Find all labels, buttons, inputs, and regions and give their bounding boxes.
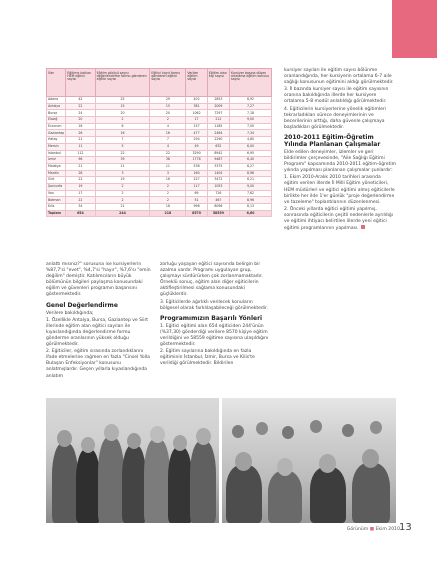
- paragraph-text: 2. Önceki yıllarda eğitici eğitimi yapılmış, sonrasında eğiticilerin çeşitli nedenlerle ayrıldığı ve eğitimi ihtiyacı belirtilen illerde yeni eğitici eğitimi programlarının yapılması.: [284, 206, 393, 232]
- value-cell: 381: [186, 103, 207, 110]
- person-head: [57, 430, 72, 447]
- value-cell: 4: [150, 143, 186, 150]
- city-cell: Siirt: [47, 177, 66, 184]
- city-cell: Antalya: [47, 103, 66, 110]
- section-heading: Genel Değerlendirme: [46, 301, 118, 309]
- value-cell: 22: [66, 197, 95, 204]
- value-cell: 4,80: [230, 137, 272, 144]
- value-cell: 20: [66, 117, 95, 124]
- value-cell: 7,18: [230, 110, 272, 117]
- column-header: İller: [47, 69, 66, 97]
- value-cell: 38: [150, 157, 186, 164]
- paragraph: 1. Ekim 2010-Aralık 2010 tarihleri arasında eğitim verilen illerde İl Milli Eğitim yöneticileri, HEM müdürleri ve eğitici eğitimi almış eğiticilerle birlikte her ilde 1'er günlük "proje değerlendirme ve tazeleme" toplantılarının düzenlenmesi.: [284, 175, 395, 205]
- value-cell: 24: [66, 110, 95, 117]
- value-cell: 3: [95, 170, 150, 177]
- table-row: [47, 157, 272, 164]
- value-cell: 477: [186, 130, 207, 137]
- table-row: [47, 137, 272, 144]
- total-row: [47, 210, 272, 217]
- table-row: [47, 163, 272, 170]
- value-cell: 3375: [207, 163, 229, 170]
- person-figure: [98, 437, 124, 523]
- value-cell: 22: [66, 177, 95, 184]
- value-cell: 160: [186, 170, 207, 177]
- magazine-name: Görünüm: [346, 527, 369, 532]
- value-cell: 2290: [207, 137, 229, 144]
- value-cell: 8096: [207, 204, 229, 211]
- paragraph: 1. Özellikle Antalya, Bursa, Gaziantep ve Siirt illerinde eğitim alan eğitici sayıları ile kıyaslandığında değerlendirme formu gönderme oranlarının yüksek olduğu görülmektedir.: [46, 317, 149, 348]
- seated-person: [268, 471, 302, 523]
- value-cell: 28: [66, 170, 95, 177]
- paragraph: 1. Eğitici eğitimi alan 654 eğiticiden 244'ünün (%37,30) gönderdiği verilere 8570 kişiye eğitim verildiğini ve 58559 eğitime sayısına ulaşıldığını göstermektedir.: [160, 323, 269, 348]
- separator-dot: ■: [369, 527, 375, 532]
- value-cell: 16: [66, 123, 95, 130]
- value-cell: 8,96: [230, 170, 272, 177]
- section-heading: Programımızın Başarılı Yönleri: [160, 314, 263, 322]
- city-cell: Mersin: [47, 143, 66, 150]
- value-cell: 1776: [186, 157, 207, 164]
- person-head: [196, 428, 211, 445]
- table-row: [47, 97, 272, 104]
- value-cell: 29: [150, 97, 186, 104]
- value-cell: 5: [95, 143, 150, 150]
- table-row: [47, 150, 272, 157]
- classroom-photo: [222, 398, 396, 523]
- person-head: [277, 458, 293, 476]
- value-cell: 294: [186, 137, 207, 144]
- value-cell: 7: [150, 137, 186, 144]
- paragraph: anlattı mısınız?" sorusuna ise kursiyerlerin %87,7'si "evet", %4,7'si "hayır", %7,6'sı "emin değilim" demiştir. Katılımcıların büyük bölümünün bilgileri paylaşma konusundaki eğilim ve güvenleri programın başarısını göstermektedir.: [46, 262, 151, 298]
- column-header: Eğitici kayıt formu gönderen eğitici sayısı: [150, 69, 186, 97]
- value-cell: 9,00: [230, 183, 272, 190]
- text-column-right: [284, 68, 396, 233]
- person-figure: [122, 445, 146, 523]
- person-figure: [76, 449, 100, 523]
- table-row: [47, 177, 272, 184]
- person-head: [104, 424, 119, 441]
- paragraph: 3. Eğiticilerde ağırlıklı verilecek konuların bölgesel olarak farklılaşabileceği görülmektedir.: [160, 299, 268, 311]
- person-figure: [52, 443, 78, 523]
- person-head: [342, 424, 354, 437]
- person-figure: [168, 447, 192, 523]
- value-cell: 1062: [186, 110, 207, 117]
- value-cell: 26: [66, 130, 95, 137]
- value-cell: 112: [66, 150, 95, 157]
- value-cell: 8,96: [230, 197, 272, 204]
- person-head: [232, 425, 244, 438]
- value-cell: 1053: [207, 183, 229, 190]
- value-cell: 117: [186, 183, 207, 190]
- value-cell: 4: [150, 123, 186, 130]
- value-cell: 6,95: [230, 150, 272, 157]
- value-cell: 16: [150, 177, 186, 184]
- paragraph: 2. Eğitim sayılarına bakıldığında en fazla eğitiminin İstanbul, İzmir, Bursa ve Kilis'te verildiği görülmektedir. Bildirilen: [160, 349, 255, 367]
- person-head: [362, 449, 379, 468]
- text-column-left: [46, 262, 154, 381]
- value-cell: 2009: [207, 103, 229, 110]
- value-cell: 3: [150, 170, 186, 177]
- seated-person: [310, 467, 346, 523]
- table-row: [47, 103, 272, 110]
- text-column-middle: [160, 262, 272, 368]
- value-cell: 6: [95, 123, 150, 130]
- value-cell: 3472: [207, 177, 229, 184]
- value-cell: 2: [150, 117, 186, 124]
- paragraph: [284, 207, 396, 232]
- person-head: [256, 422, 268, 435]
- value-cell: 632: [207, 143, 229, 150]
- value-cell: 1404: [207, 170, 229, 177]
- value-cell: 20: [150, 110, 186, 117]
- group-photo-women: [46, 398, 219, 523]
- person-head: [370, 421, 382, 434]
- total-value-cell: 58559: [207, 210, 229, 217]
- table-row: [47, 123, 272, 130]
- value-cell: 2: [150, 190, 186, 197]
- city-cell: Mardin: [47, 170, 66, 177]
- value-cell: 19: [95, 177, 150, 184]
- value-cell: 7,00: [230, 123, 272, 130]
- seated-person: [352, 463, 390, 523]
- value-cell: 212: [207, 117, 229, 124]
- value-cell: 8,13: [230, 204, 272, 211]
- value-cell: 7,62: [230, 190, 272, 197]
- total-value-cell: 8570: [186, 210, 207, 217]
- person-head: [282, 426, 294, 439]
- value-cell: 19: [66, 183, 95, 190]
- section-heading: 2010-2011 Eğitim-Öğretim Yılında Planlanan Çalışmalar: [284, 133, 381, 148]
- table-row: [47, 170, 272, 177]
- value-cell: 6,40: [230, 157, 272, 164]
- person-head: [310, 420, 322, 433]
- value-cell: 996: [186, 204, 207, 211]
- value-cell: 7: [95, 137, 150, 144]
- value-cell: 21: [66, 137, 95, 144]
- value-cell: 21: [66, 163, 95, 170]
- value-cell: 18: [150, 204, 186, 211]
- paragraph: 2. Eğiticiler, eğitim sırasında zorlandıklarını ifade etmelerine rağmen en fazla "Cinsel Yolla Bulaşan Enfeksiyonlar" konusunu anlatmışlardır. Geçen yıllarla kıyaslandığında anlatım: [46, 349, 150, 379]
- table-row: [47, 197, 272, 204]
- value-cell: 22: [66, 103, 95, 110]
- stats-table: [46, 68, 272, 217]
- value-cell: 467: [207, 197, 229, 204]
- value-cell: 2: [95, 117, 150, 124]
- value-cell: 11: [66, 143, 95, 150]
- value-cell: 2: [150, 183, 186, 190]
- value-cell: 15: [150, 103, 186, 110]
- value-cell: 2853: [207, 97, 229, 104]
- city-cell: Adana: [47, 97, 66, 104]
- value-cell: 7297: [207, 110, 229, 117]
- column-header: Eğitime katılan HEM eğitici sayısı: [66, 69, 95, 97]
- city-cell: Bursa: [47, 110, 66, 117]
- city-cell: Gaziantep: [48, 130, 65, 135]
- person-head: [150, 426, 165, 443]
- city-cell: Malatya: [47, 163, 66, 170]
- value-cell: 536: [186, 163, 207, 170]
- value-cell: 15: [95, 103, 150, 110]
- person-head: [81, 437, 95, 453]
- column-header: Kursiyer başına düşen ortalama eğitim konusu sayısı: [230, 69, 272, 97]
- value-cell: 1185: [207, 123, 229, 130]
- paragraph: Verilere bakıldığında;: [46, 310, 94, 316]
- paragraph: 3. İl bazında kursiyer sayısı ile eğitim sayısının oranına bakıldığında illerde her kursiyere ortalama 5-8 modül anlatıldığı görülmektedir.: [284, 87, 389, 105]
- city-cell: İstanbul: [47, 150, 66, 157]
- total-value-cell: 244: [95, 210, 150, 217]
- section-tab-marker: [392, 0, 437, 58]
- person-head: [127, 433, 141, 449]
- column-header: Eğitim görüşü sayısı değerlendirme formu gönderen eğitici sayısı: [95, 69, 150, 97]
- value-cell: 16: [95, 130, 150, 137]
- value-cell: 6,00: [230, 143, 272, 150]
- paragraph: Elde edilen deneyimler, izlemler ve geri bildirimler çerçevesinde, "Aile Sağlığı Eğitimi Programı" kapsamında 2010-2011 eğitim-öğretim yılında yapılması planlanan çalışmalar şunlardır:: [284, 149, 396, 174]
- value-cell: 2: [150, 197, 186, 204]
- value-cell: 2: [95, 197, 150, 204]
- page-number: 13: [399, 522, 412, 533]
- value-cell: 22: [95, 150, 150, 157]
- value-cell: 7,27: [230, 103, 272, 110]
- person-head: [173, 435, 187, 451]
- value-cell: 227: [186, 177, 207, 184]
- column-header: Verilen eğitim sayısı: [186, 69, 207, 97]
- city-cell: Elazığ: [47, 117, 66, 124]
- table-row: [47, 110, 272, 117]
- value-cell: 34: [66, 204, 95, 211]
- table-row: [47, 130, 272, 137]
- value-cell: 402: [186, 97, 207, 104]
- table-header-row: [47, 69, 272, 97]
- table-row: [47, 183, 272, 190]
- value-cell: 69: [186, 190, 207, 197]
- city-cell: Van: [47, 190, 66, 197]
- value-cell: 42: [66, 97, 95, 104]
- city-cell: Kilis: [47, 204, 66, 211]
- value-cell: 25: [95, 97, 150, 104]
- total-label-cell: Toplam: [47, 210, 66, 217]
- table-row: [47, 117, 272, 124]
- value-cell: 9487: [207, 157, 229, 164]
- statistics-table: [46, 68, 272, 217]
- value-cell: 21: [95, 204, 150, 211]
- person-figure: [190, 441, 216, 523]
- value-cell: 2464: [207, 130, 229, 137]
- paragraph: 4. Eğiticilerin kursiyerlerine yönelik eğitimleri tekrarladıkları sürece deneyimlerinin ve becerilerinin arttığı, daha güvenle çalışmaya başladıkları görülmektedir.: [284, 106, 386, 130]
- value-cell: 157: [186, 123, 207, 130]
- city-cell: Batman: [47, 197, 66, 204]
- value-cell: 2: [95, 190, 150, 197]
- value-cell: 20: [95, 110, 150, 117]
- column-header: Eğitim alan kişi sayısı: [207, 69, 229, 97]
- table-row: [47, 143, 272, 150]
- value-cell: 3290: [186, 150, 207, 157]
- person-figure: [144, 439, 170, 523]
- paragraph: zorluğu yaşayan eğitici sayısında belirgin bir azalma vardır. Programı uygulayan grup, çalışmayı sürdürürken çok zorlanmamaktadır. Örneklü sonuç, eğitim alan diğer eğiticilerin aktifleştirilmesi sağlama konusundaki güçlüklerdir.: [160, 262, 263, 298]
- value-cell: 49: [186, 143, 207, 150]
- page-footer: [300, 527, 400, 532]
- value-cell: 9,00: [230, 117, 272, 124]
- value-cell: 96: [66, 157, 95, 164]
- table-row: [47, 204, 272, 211]
- end-of-article-mark: [361, 225, 365, 229]
- value-cell: 6,27: [230, 163, 272, 170]
- seated-person: [226, 465, 262, 523]
- value-cell: 39: [95, 157, 150, 164]
- total-value-cell: 6,60: [230, 210, 272, 217]
- value-cell: 8942: [207, 150, 229, 157]
- value-cell: 51: [186, 197, 207, 204]
- table-body: [47, 97, 272, 217]
- total-value-cell: 654: [66, 210, 95, 217]
- value-cell: 11: [150, 163, 186, 170]
- table-row: [47, 190, 272, 197]
- total-value-cell: 218: [150, 210, 186, 217]
- city-cell: Hatay: [47, 137, 66, 144]
- city-cell: Erzurum: [47, 123, 66, 130]
- paragraph: kursiyer sayıları ile eğitim sayısı bölünme oranlandığında, her kursiyerin ortalama 6-7 aile sağlığı konusunun eğitimini aldığı görülmektedir.: [284, 68, 394, 86]
- value-cell: 16: [150, 130, 186, 137]
- value-cell: 22: [150, 150, 186, 157]
- value-cell: 7,34: [230, 130, 272, 137]
- value-cell: 11: [95, 163, 150, 170]
- value-cell: 726: [207, 190, 229, 197]
- person-head: [319, 454, 336, 473]
- value-cell: 6,21: [230, 177, 272, 184]
- issue-date: Ekim 2010: [375, 527, 400, 532]
- person-head: [235, 452, 252, 471]
- value-cell: 17: [186, 117, 207, 124]
- value-cell: 17: [66, 190, 95, 197]
- value-cell: 2: [95, 183, 150, 190]
- city-cell: İzmir: [47, 157, 66, 164]
- value-cell: 6,92: [230, 97, 272, 104]
- city-cell: Şanlıurfa: [47, 183, 66, 190]
